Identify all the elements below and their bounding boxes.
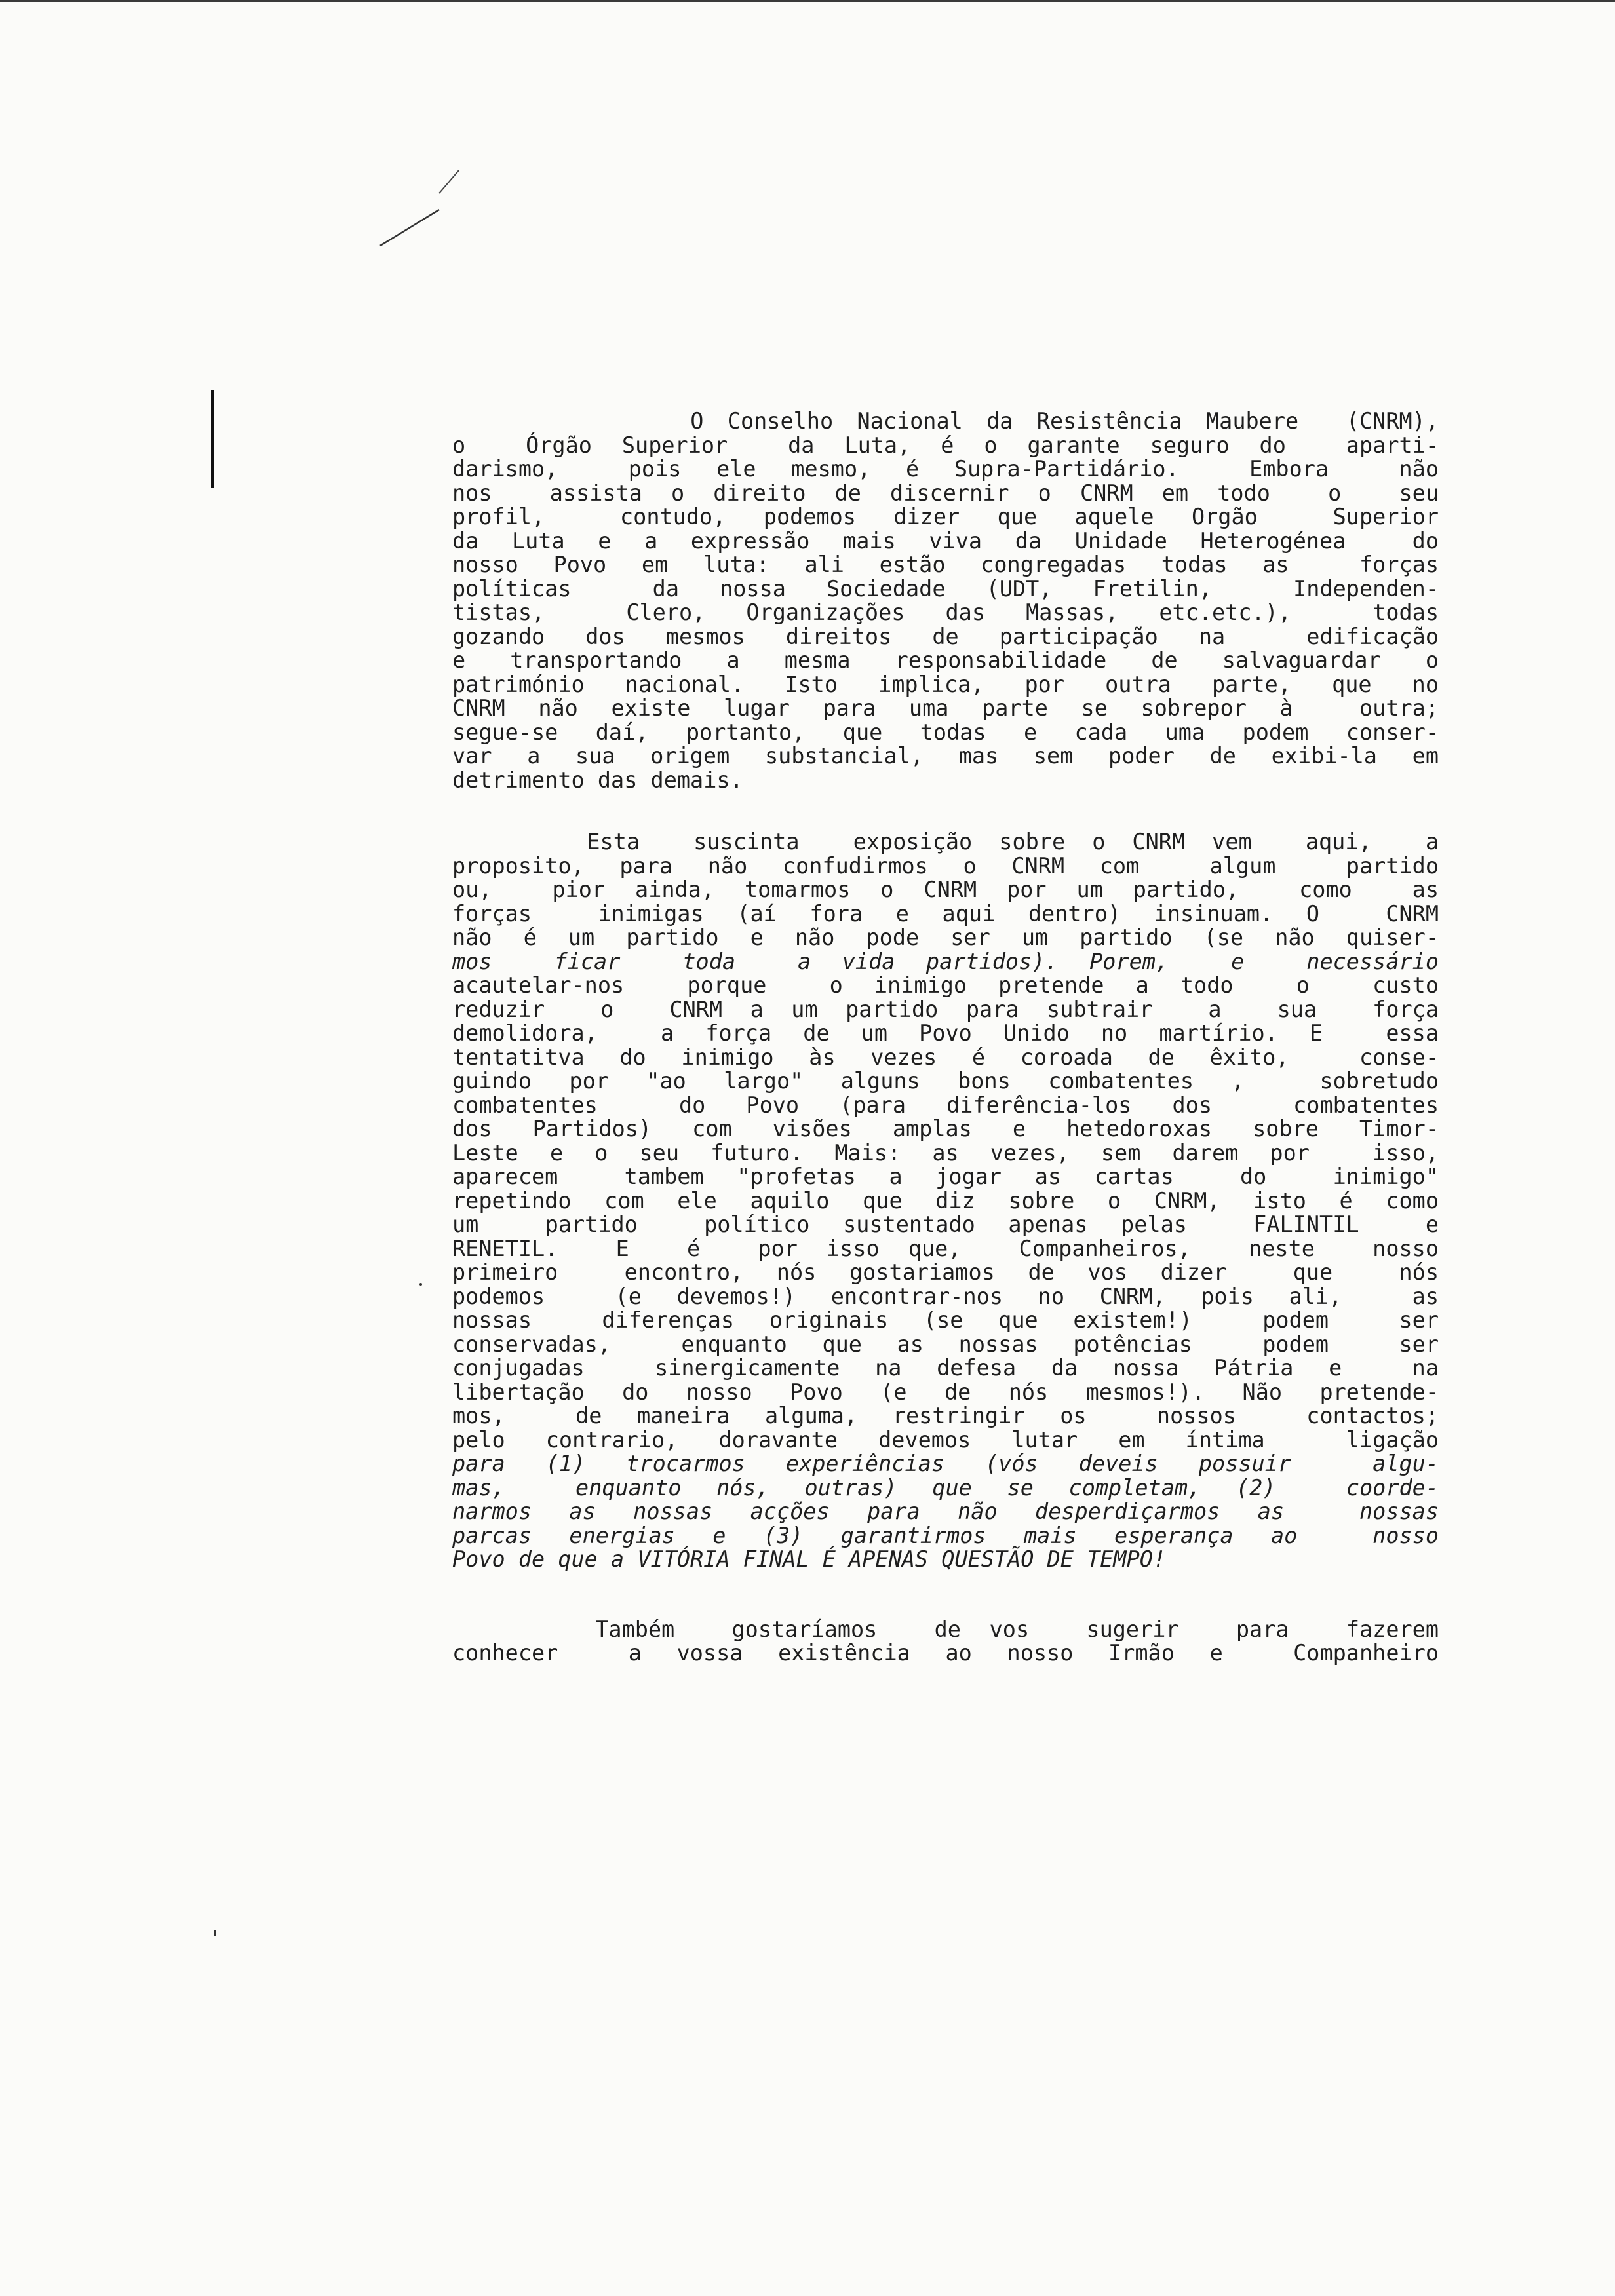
- text-line: repetindo com ele aquilo que diz sobre o CNRM, isto é como: [452, 1187, 1439, 1214]
- text-line: acautelar-nos porque o inimigo pretende a todo o custo: [452, 972, 1439, 998]
- text-line: tentatitva do inimigo às vezes é coroada de êxito, conse-: [452, 1044, 1439, 1070]
- text-line: Povo de que a VITÓRIA FINAL É APENAS QUESTÃO DE TEMPO!: [452, 1546, 1167, 1572]
- text-line: libertação do nosso Povo (e de nós mesmos!). Não pretende-: [452, 1379, 1439, 1405]
- text-line: pelo contrario, doravante devemos lutar em íntima ligação: [452, 1426, 1439, 1453]
- text-line: nosso Povo em luta: ali estão congregadas todas as forças: [452, 552, 1439, 577]
- text-line: nossas diferenças originais (se que existem!) podem ser: [452, 1307, 1439, 1333]
- text-line: forças inimigas (aí fora e aqui dentro) insinuam. O CNRM: [452, 900, 1439, 927]
- pen-stroke-mark: [367, 164, 472, 249]
- text-line: o Órgão Superior da Luta, é o garante seguro do aparti-: [452, 432, 1439, 458]
- text-line: darismo, pois ele mesmo, é Supra-Partidário. Embora não: [452, 456, 1439, 482]
- scan-top-edge: [0, 0, 1615, 2]
- letter-body: [452, 410, 1439, 1666]
- text-line: mos ficar toda a vida partidos). Porem, e necessário: [452, 948, 1439, 974]
- text-line: CNRM não existe lugar para uma parte se sobrepor à outra;: [452, 695, 1439, 721]
- text-line: ou, pior ainda, tomarmos o CNRM por um partido, como as: [452, 877, 1439, 902]
- text-line: Leste e o seu futuro. Mais: as vezes, sem darem por isso,: [452, 1139, 1439, 1166]
- text-line: e transportando a mesma responsabilidade de salvaguardar o: [452, 647, 1439, 673]
- text-line: gozando dos mesmos direitos de participação na edificação: [452, 623, 1439, 649]
- text-line: aparecem tambem "profetas a jogar as cartas do inimigo": [452, 1164, 1439, 1189]
- text-line: combatentes do Povo (para diferência-los dos combatentes: [452, 1092, 1439, 1118]
- text-line: conhecer a vossa existência ao nosso Irmão e Companheiro: [452, 1640, 1439, 1666]
- scan-speck: [214, 1930, 216, 1936]
- text-line: parcas energias e (3) garantirmos mais esperança ao nosso: [452, 1522, 1439, 1548]
- text-line: conservadas, enquanto que as nossas potências podem ser: [452, 1331, 1439, 1357]
- text-line: dos Partidos) com visões amplas e hetedoroxas sobre Timor-: [452, 1116, 1439, 1141]
- text-line: tistas, Clero, Organizações das Massas, etc.etc.), todas: [452, 600, 1439, 625]
- paragraph-cnrm-definition: [452, 410, 1439, 792]
- scan-speck: [419, 1283, 422, 1286]
- text-line: reduzir o CNRM a um partido para subtrair a sua força: [452, 996, 1439, 1022]
- text-line: RENETIL. E é por isso que, Companheiros, neste nosso: [452, 1235, 1439, 1261]
- text-line: proposito, para não confudirmos o CNRM com algum partido: [452, 852, 1439, 879]
- text-line: não é um partido e não pode ser um partido (se não quiser-: [452, 925, 1439, 950]
- text-line: podemos (e devemos!) encontrar-nos no CNRM, pois ali, as: [452, 1283, 1439, 1309]
- paragraph-cnrm-not-a-party: [452, 830, 1439, 1572]
- text-line: primeiro encontro, nós gostariamos de vos dizer que nós: [452, 1259, 1439, 1285]
- text-line: Também gostaríamos de vos sugerir para fazerem: [452, 1616, 1439, 1642]
- text-line: mas, enquanto nós, outras) que se completam, (2) coorde-: [452, 1474, 1439, 1501]
- text-line: nos assista o direito de discernir o CNRM em todo o seu: [452, 480, 1439, 506]
- text-line: Esta suscinta exposição sobre o CNRM vem aqui, a: [452, 829, 1439, 854]
- text-line: guindo por "ao largo" alguns bons combatentes , sobretudo: [452, 1068, 1439, 1094]
- binding-mark: [211, 390, 214, 488]
- text-line: um partido político sustentado apenas pelas FALINTIL e: [452, 1212, 1439, 1237]
- text-line: O Conselho Nacional da Resistência Maubere (CNRM),: [452, 408, 1439, 434]
- text-line: património nacional. Isto implica, por outra parte, que no: [452, 671, 1439, 697]
- text-line: para (1) trocarmos experiências (vós deveis possuir algu-: [452, 1451, 1439, 1476]
- paragraph-suggestion: [452, 1618, 1439, 1666]
- text-line: segue-se daí, portanto, que todas e cada uma podem conser-: [452, 719, 1439, 745]
- text-line: var a sua origem substancial, mas sem poder de exibi-la em: [452, 743, 1439, 769]
- text-line: políticas da nossa Sociedade (UDT, Fretilin, Independen-: [452, 575, 1439, 602]
- text-line: da Luta e a expressão mais viva da Unidade Heterogénea do: [452, 527, 1439, 554]
- text-line: mos, de maneira alguma, restringir os nossos contactos;: [452, 1403, 1439, 1428]
- text-line: demolidora, a força de um Povo Unido no martírio. E essa: [452, 1020, 1439, 1046]
- text-line: detrimento das demais.: [452, 767, 743, 793]
- text-line: narmos as nossas acções para não desperdiçarmos as nossas: [452, 1499, 1439, 1524]
- text-line: profil, contudo, podemos dizer que aquele Orgão Superior: [452, 504, 1439, 529]
- text-line: conjugadas sinergicamente na defesa da nossa Pátria e na: [452, 1355, 1439, 1381]
